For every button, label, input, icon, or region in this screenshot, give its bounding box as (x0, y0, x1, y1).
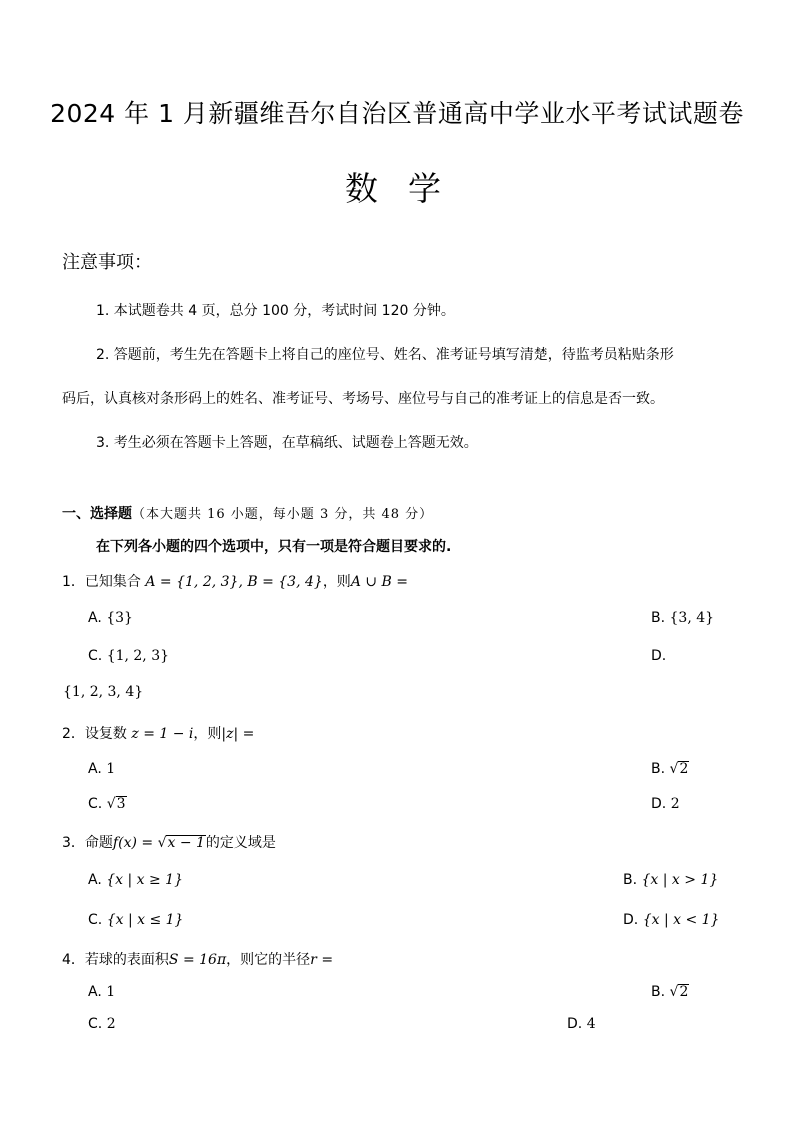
question-4-option-c (88, 1016, 116, 1032)
question-3-option-a (88, 872, 183, 888)
option-letter: B. (623, 872, 638, 888)
question-1-math-2: A ∪ B = (350, 574, 409, 590)
option-letter: B. (651, 610, 666, 626)
option-letter: C. (88, 796, 103, 812)
option-value: 1 (106, 761, 116, 777)
question-4-option-b (651, 984, 689, 1000)
option-value: {3} (106, 610, 133, 626)
question-4-math-2: r = (310, 952, 334, 968)
option-letter: D. (623, 912, 639, 928)
question-3-option-d (623, 912, 719, 928)
notes-heading: 注意事项： (62, 252, 152, 273)
option-letter: B. (651, 984, 666, 1000)
question-4-math: S = 16π (168, 952, 227, 968)
section-heading (62, 503, 433, 523)
question-1-option-b (651, 610, 714, 626)
sqrt-icon: √ (669, 761, 679, 777)
question-3-math: f(x) = (112, 835, 154, 851)
option-value: {x | x > 1} (641, 872, 719, 888)
option-value: {x | x ≥ 1} (106, 872, 183, 888)
section-heading-label: 一、选择题 (62, 506, 132, 522)
question-1-option-a (88, 610, 133, 626)
question-1-math: A = {1, 2, 3}, B = {3, 4} (145, 574, 323, 590)
note-item-2-line-1: 2. 答题前，考生先在答题卡上将自己的座位号、姓名、准考证号填写清楚，待监考员粘贴条形 (96, 347, 674, 363)
option-value: 1 (106, 984, 116, 1000)
question-3-radicand: x − 1 (167, 835, 205, 851)
sqrt-icon: √ (106, 796, 116, 812)
question-2-option-d (651, 796, 680, 812)
note-item-3: 3. 考生必须在答题卡上答题，在草稿纸、试题卷上答题无效。 (96, 435, 478, 451)
question-4-stem (62, 949, 333, 969)
option-letter: C. (88, 648, 103, 664)
option-letter: A. (88, 610, 102, 626)
note-item-2-line-2: 码后，认真核对条形码上的姓名、准考证号、考场号、座位号与自己的准考证上的信息是否一致。 (62, 391, 664, 407)
question-3-suffix: 的定义域是 (205, 835, 276, 851)
option-value: 2 (679, 984, 689, 1000)
question-1-stem (62, 571, 408, 591)
question-3-option-c (88, 912, 183, 928)
exam-title: 2024 年 1 月新疆维吾尔自治区普通高中学业水平考试试题卷 (50, 99, 744, 128)
option-value: 3 (116, 796, 126, 812)
question-4-option-d (567, 1016, 596, 1032)
question-3-prefix: 3．命题 (62, 835, 113, 851)
question-1-mid: ，则 (322, 574, 351, 590)
question-3-stem (62, 832, 276, 852)
option-letter: C. (88, 912, 103, 928)
option-value: {1, 2, 3} (106, 648, 170, 664)
question-2-option-a (88, 761, 115, 777)
question-2-option-c (88, 796, 127, 812)
option-letter: D. (567, 1016, 583, 1032)
subject-title: 数学 (345, 169, 471, 208)
note-item-1: 1. 本试题卷共 4 页，总分 100 分，考试时间 120 分钟。 (96, 303, 455, 319)
question-1-option-d-value: {1, 2, 3, 4} (63, 684, 144, 700)
option-value: {x | x ≤ 1} (106, 912, 184, 928)
question-1-option-d-letter: D. (651, 648, 667, 664)
question-1-option-c (88, 648, 169, 664)
sqrt-icon: √ (157, 835, 167, 851)
option-letter: A. (88, 761, 102, 777)
option-value: 2 (679, 761, 689, 777)
question-2-mid: ，则 (193, 726, 222, 742)
question-2-math: z = 1 − i (131, 726, 194, 742)
option-value: {3, 4} (669, 610, 715, 626)
question-1-prefix: 1．已知集合 (62, 574, 141, 590)
option-letter: A. (88, 872, 102, 888)
section-instruction: 在下列各小题的四个选项中，只有一项是符合题目要求的. (96, 539, 452, 555)
section-heading-note: （本大题共 16 小题，每小题 3 分，共 48 分） (132, 507, 434, 522)
sqrt-icon: √ (669, 984, 679, 1000)
question-3-option-b (623, 872, 718, 888)
question-4-prefix: 4．若球的表面积 (62, 952, 169, 968)
option-value: 2 (106, 1016, 116, 1032)
question-4-mid: ，则它的半径 (226, 952, 311, 968)
option-value: 2 (670, 796, 680, 812)
option-value: 4 (586, 1016, 596, 1032)
option-value: {x | x < 1} (642, 912, 720, 928)
option-letter: C. (88, 1016, 103, 1032)
question-2-math-2: |z| = (221, 726, 255, 742)
question-4-option-a (88, 984, 115, 1000)
question-2-stem (62, 723, 254, 743)
option-letter: A. (88, 984, 102, 1000)
question-2-prefix: 2．设复数 (62, 726, 127, 742)
question-2-option-b (651, 761, 689, 777)
option-letter: D. (651, 796, 667, 812)
option-letter: B. (651, 761, 666, 777)
